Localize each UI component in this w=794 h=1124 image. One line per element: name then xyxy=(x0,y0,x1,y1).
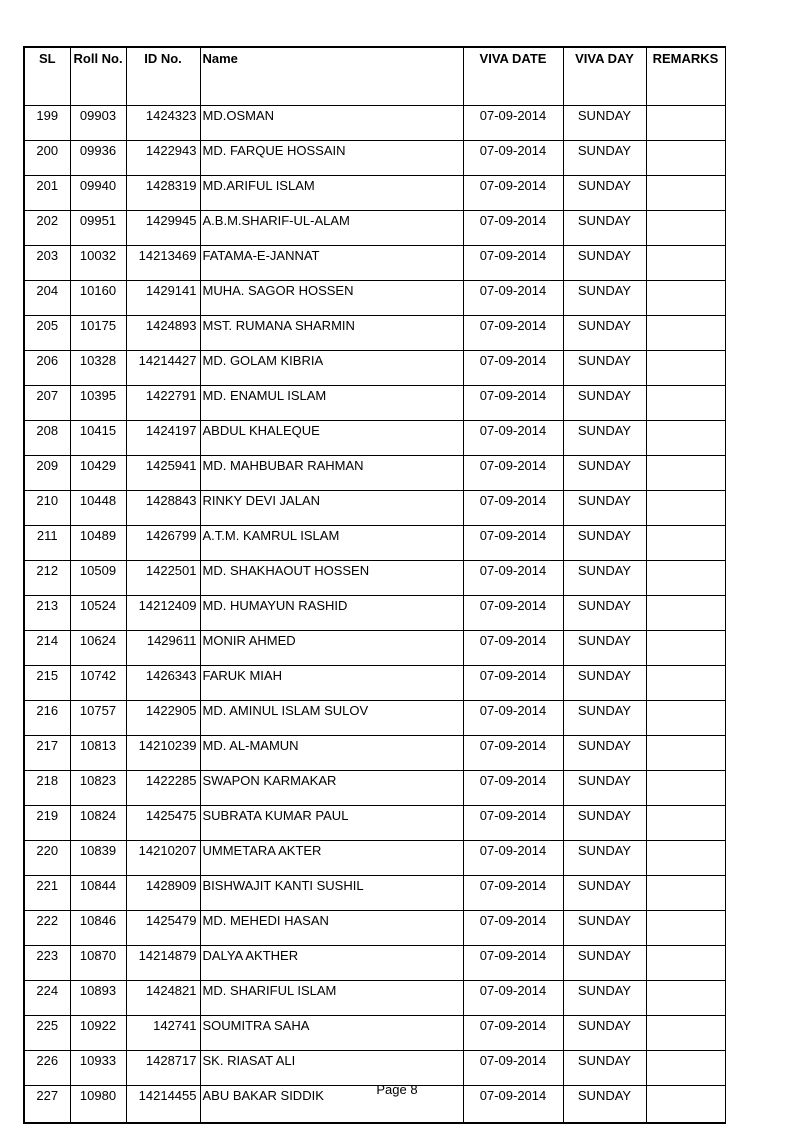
cell-remarks xyxy=(646,421,725,456)
header-sl: SL xyxy=(24,47,70,106)
cell-name: RINKY DEVI JALAN xyxy=(200,491,463,526)
cell-viva-date: 07-09-2014 xyxy=(463,246,563,281)
cell-id-no: 1424323 xyxy=(126,106,200,141)
cell-viva-date: 07-09-2014 xyxy=(463,876,563,911)
cell-viva-day: SUNDAY xyxy=(563,246,646,281)
cell-sl: 219 xyxy=(24,806,70,841)
cell-viva-day: SUNDAY xyxy=(563,841,646,876)
cell-viva-date: 07-09-2014 xyxy=(463,281,563,316)
cell-name: UMMETARA AKTER xyxy=(200,841,463,876)
cell-roll-no: 10328 xyxy=(70,351,126,386)
cell-sl: 204 xyxy=(24,281,70,316)
table-row xyxy=(24,561,725,596)
cell-id-no: 1425475 xyxy=(126,806,200,841)
table-row xyxy=(24,281,725,316)
cell-name: MD. ENAMUL ISLAM xyxy=(200,386,463,421)
cell-remarks xyxy=(646,701,725,736)
cell-sl: 215 xyxy=(24,666,70,701)
cell-remarks xyxy=(646,981,725,1016)
cell-remarks xyxy=(646,666,725,701)
cell-roll-no: 10395 xyxy=(70,386,126,421)
cell-viva-day: SUNDAY xyxy=(563,526,646,561)
cell-viva-day: SUNDAY xyxy=(563,806,646,841)
cell-remarks xyxy=(646,176,725,211)
cell-remarks xyxy=(646,631,725,666)
table-row xyxy=(24,386,725,421)
cell-id-no: 1424197 xyxy=(126,421,200,456)
cell-viva-day: SUNDAY xyxy=(563,911,646,946)
table-row xyxy=(24,421,725,456)
cell-viva-day: SUNDAY xyxy=(563,771,646,806)
cell-roll-no: 10160 xyxy=(70,281,126,316)
cell-viva-day: SUNDAY xyxy=(563,981,646,1016)
table-row xyxy=(24,1016,725,1051)
table-row xyxy=(24,596,725,631)
table-row xyxy=(24,946,725,981)
cell-viva-day: SUNDAY xyxy=(563,281,646,316)
cell-viva-day: SUNDAY xyxy=(563,561,646,596)
cell-name: MD. MAHBUBAR RAHMAN xyxy=(200,456,463,491)
cell-viva-date: 07-09-2014 xyxy=(463,911,563,946)
cell-viva-date: 07-09-2014 xyxy=(463,141,563,176)
cell-id-no: 1429141 xyxy=(126,281,200,316)
cell-viva-day: SUNDAY xyxy=(563,631,646,666)
cell-id-no: 14213469 xyxy=(126,246,200,281)
cell-roll-no: 10933 xyxy=(70,1051,126,1086)
cell-name: MUHA. SAGOR HOSSEN xyxy=(200,281,463,316)
cell-viva-date: 07-09-2014 xyxy=(463,526,563,561)
cell-viva-date: 07-09-2014 xyxy=(463,386,563,421)
cell-viva-date: 07-09-2014 xyxy=(463,491,563,526)
cell-id-no: 1425479 xyxy=(126,911,200,946)
cell-roll-no: 10429 xyxy=(70,456,126,491)
cell-sl: 218 xyxy=(24,771,70,806)
cell-name: BISHWAJIT KANTI SUSHIL xyxy=(200,876,463,911)
cell-viva-day: SUNDAY xyxy=(563,1016,646,1051)
cell-remarks xyxy=(646,736,725,771)
cell-roll-no: 10524 xyxy=(70,596,126,631)
table-row xyxy=(24,106,725,141)
cell-roll-no: 10742 xyxy=(70,666,126,701)
cell-remarks xyxy=(646,351,725,386)
cell-sl: 220 xyxy=(24,841,70,876)
header-name: Name xyxy=(200,47,463,106)
cell-name: A.T.M. KAMRUL ISLAM xyxy=(200,526,463,561)
cell-name: SUBRATA KUMAR PAUL xyxy=(200,806,463,841)
table-row xyxy=(24,246,725,281)
cell-name: MD. GOLAM KIBRIA xyxy=(200,351,463,386)
cell-roll-no: 10893 xyxy=(70,981,126,1016)
cell-remarks xyxy=(646,771,725,806)
cell-name: MD.OSMAN xyxy=(200,106,463,141)
cell-viva-date: 07-09-2014 xyxy=(463,351,563,386)
table-row xyxy=(24,841,725,876)
cell-viva-day: SUNDAY xyxy=(563,211,646,246)
cell-viva-day: SUNDAY xyxy=(563,141,646,176)
cell-id-no: 1422943 xyxy=(126,141,200,176)
cell-name: ABDUL KHALEQUE xyxy=(200,421,463,456)
cell-viva-day: SUNDAY xyxy=(563,491,646,526)
cell-viva-date: 07-09-2014 xyxy=(463,771,563,806)
cell-viva-day: SUNDAY xyxy=(563,1051,646,1086)
cell-viva-date: 07-09-2014 xyxy=(463,316,563,351)
cell-name: MD. AL-MAMUN xyxy=(200,736,463,771)
cell-viva-day: SUNDAY xyxy=(563,421,646,456)
table-body xyxy=(24,106,725,1124)
table-row xyxy=(24,806,725,841)
table-row xyxy=(24,211,725,246)
table-row xyxy=(24,526,725,561)
cell-id-no: 1428909 xyxy=(126,876,200,911)
cell-id-no: 1428843 xyxy=(126,491,200,526)
cell-roll-no: 10489 xyxy=(70,526,126,561)
table-row xyxy=(24,1051,725,1086)
cell-roll-no: 10813 xyxy=(70,736,126,771)
cell-sl: 217 xyxy=(24,736,70,771)
cell-roll-no: 10757 xyxy=(70,701,126,736)
table-header xyxy=(24,47,725,106)
cell-id-no: 14214455 xyxy=(126,1086,200,1124)
cell-roll-no: 10415 xyxy=(70,421,126,456)
cell-sl: 216 xyxy=(24,701,70,736)
page-number: Page 8 xyxy=(376,1082,418,1097)
cell-name: MD. AMINUL ISLAM SULOV xyxy=(200,701,463,736)
cell-sl: 225 xyxy=(24,1016,70,1051)
cell-id-no: 1422501 xyxy=(126,561,200,596)
cell-remarks xyxy=(646,876,725,911)
cell-name: FARUK MIAH xyxy=(200,666,463,701)
cell-viva-day: SUNDAY xyxy=(563,1086,646,1124)
cell-sl: 223 xyxy=(24,946,70,981)
cell-viva-day: SUNDAY xyxy=(563,456,646,491)
cell-sl: 222 xyxy=(24,911,70,946)
cell-roll-no: 09936 xyxy=(70,141,126,176)
cell-name: DALYA AKTHER xyxy=(200,946,463,981)
table-row xyxy=(24,911,725,946)
cell-viva-day: SUNDAY xyxy=(563,106,646,141)
table-row xyxy=(24,876,725,911)
cell-sl: 207 xyxy=(24,386,70,421)
cell-viva-day: SUNDAY xyxy=(563,736,646,771)
cell-id-no: 14214879 xyxy=(126,946,200,981)
cell-viva-date: 07-09-2014 xyxy=(463,106,563,141)
cell-sl: 210 xyxy=(24,491,70,526)
cell-id-no: 1425941 xyxy=(126,456,200,491)
cell-roll-no: 10509 xyxy=(70,561,126,596)
cell-name: MD. SHAKHAOUT HOSSEN xyxy=(200,561,463,596)
cell-name: MD. SHARIFUL ISLAM xyxy=(200,981,463,1016)
cell-id-no: 1428319 xyxy=(126,176,200,211)
cell-roll-no: 10032 xyxy=(70,246,126,281)
table-row xyxy=(24,771,725,806)
cell-viva-date: 07-09-2014 xyxy=(463,211,563,246)
cell-viva-date: 07-09-2014 xyxy=(463,981,563,1016)
cell-remarks xyxy=(646,316,725,351)
cell-viva-day: SUNDAY xyxy=(563,351,646,386)
cell-id-no: 1428717 xyxy=(126,1051,200,1086)
cell-roll-no: 10624 xyxy=(70,631,126,666)
table-row xyxy=(24,666,725,701)
cell-id-no: 1429611 xyxy=(126,631,200,666)
table-row xyxy=(24,701,725,736)
cell-name: A.B.M.SHARIF-UL-ALAM xyxy=(200,211,463,246)
cell-viva-date: 07-09-2014 xyxy=(463,841,563,876)
cell-sl: 205 xyxy=(24,316,70,351)
cell-sl: 227 xyxy=(24,1086,70,1124)
cell-remarks xyxy=(646,596,725,631)
cell-name: MD. FARQUE HOSSAIN xyxy=(200,141,463,176)
cell-roll-no: 10824 xyxy=(70,806,126,841)
cell-remarks xyxy=(646,946,725,981)
table-row xyxy=(24,176,725,211)
cell-viva-date: 07-09-2014 xyxy=(463,421,563,456)
cell-viva-date: 07-09-2014 xyxy=(463,456,563,491)
cell-viva-date: 07-09-2014 xyxy=(463,666,563,701)
cell-id-no: 1429945 xyxy=(126,211,200,246)
cell-name: MONIR AHMED xyxy=(200,631,463,666)
cell-sl: 201 xyxy=(24,176,70,211)
cell-viva-date: 07-09-2014 xyxy=(463,561,563,596)
cell-roll-no: 10839 xyxy=(70,841,126,876)
cell-viva-day: SUNDAY xyxy=(563,666,646,701)
table-row xyxy=(24,316,725,351)
cell-sl: 202 xyxy=(24,211,70,246)
cell-roll-no: 10844 xyxy=(70,876,126,911)
cell-remarks xyxy=(646,246,725,281)
cell-viva-day: SUNDAY xyxy=(563,596,646,631)
cell-remarks xyxy=(646,141,725,176)
cell-viva-date: 07-09-2014 xyxy=(463,1016,563,1051)
cell-remarks xyxy=(646,456,725,491)
cell-viva-day: SUNDAY xyxy=(563,316,646,351)
cell-name: SOUMITRA SAHA xyxy=(200,1016,463,1051)
cell-name: SWAPON KARMAKAR xyxy=(200,771,463,806)
cell-roll-no: 10175 xyxy=(70,316,126,351)
cell-viva-date: 07-09-2014 xyxy=(463,701,563,736)
cell-sl: 203 xyxy=(24,246,70,281)
cell-sl: 206 xyxy=(24,351,70,386)
viva-schedule-table xyxy=(23,46,726,1124)
cell-viva-day: SUNDAY xyxy=(563,701,646,736)
cell-id-no: 14212409 xyxy=(126,596,200,631)
cell-roll-no: 09951 xyxy=(70,211,126,246)
cell-id-no: 1422285 xyxy=(126,771,200,806)
cell-roll-no: 10823 xyxy=(70,771,126,806)
table-row xyxy=(24,631,725,666)
cell-id-no: 14210207 xyxy=(126,841,200,876)
cell-viva-date: 07-09-2014 xyxy=(463,596,563,631)
cell-roll-no: 09940 xyxy=(70,176,126,211)
cell-remarks xyxy=(646,526,725,561)
cell-viva-date: 07-09-2014 xyxy=(463,946,563,981)
cell-roll-no: 10980 xyxy=(70,1086,126,1124)
cell-viva-date: 07-09-2014 xyxy=(463,806,563,841)
table-row xyxy=(24,491,725,526)
table-row xyxy=(24,456,725,491)
cell-remarks xyxy=(646,211,725,246)
cell-name: MST. RUMANA SHARMIN xyxy=(200,316,463,351)
cell-sl: 208 xyxy=(24,421,70,456)
cell-viva-date: 07-09-2014 xyxy=(463,1051,563,1086)
cell-name: SK. RIASAT ALI xyxy=(200,1051,463,1086)
cell-viva-day: SUNDAY xyxy=(563,946,646,981)
cell-sl: 209 xyxy=(24,456,70,491)
header-id-no: ID No. xyxy=(126,47,200,106)
cell-viva-date: 07-09-2014 xyxy=(463,1086,563,1124)
cell-sl: 200 xyxy=(24,141,70,176)
cell-remarks xyxy=(646,1051,725,1086)
cell-name: MD. MEHEDI HASAN xyxy=(200,911,463,946)
cell-roll-no: 10922 xyxy=(70,1016,126,1051)
cell-remarks xyxy=(646,281,725,316)
cell-name: ABU BAKAR SIDDIK xyxy=(200,1086,463,1124)
cell-remarks xyxy=(646,386,725,421)
cell-sl: 224 xyxy=(24,981,70,1016)
cell-sl: 211 xyxy=(24,526,70,561)
cell-remarks xyxy=(646,806,725,841)
cell-sl: 214 xyxy=(24,631,70,666)
header-remarks: REMARKS xyxy=(646,47,725,106)
cell-remarks xyxy=(646,106,725,141)
cell-id-no: 1424893 xyxy=(126,316,200,351)
cell-sl: 199 xyxy=(24,106,70,141)
cell-id-no: 1426799 xyxy=(126,526,200,561)
cell-name: MD.ARIFUL ISLAM xyxy=(200,176,463,211)
cell-sl: 226 xyxy=(24,1051,70,1086)
table-row xyxy=(24,736,725,771)
cell-roll-no: 10846 xyxy=(70,911,126,946)
cell-id-no: 14210239 xyxy=(126,736,200,771)
cell-viva-date: 07-09-2014 xyxy=(463,176,563,211)
cell-id-no: 142741 xyxy=(126,1016,200,1051)
cell-sl: 221 xyxy=(24,876,70,911)
cell-viva-day: SUNDAY xyxy=(563,876,646,911)
cell-viva-day: SUNDAY xyxy=(563,176,646,211)
cell-roll-no: 09903 xyxy=(70,106,126,141)
header-row xyxy=(24,47,725,106)
cell-remarks xyxy=(646,1016,725,1051)
cell-remarks xyxy=(646,561,725,596)
table-row xyxy=(24,981,725,1016)
cell-viva-date: 07-09-2014 xyxy=(463,736,563,771)
header-roll-no: Roll No. xyxy=(70,47,126,106)
cell-roll-no: 10870 xyxy=(70,946,126,981)
cell-id-no: 1424821 xyxy=(126,981,200,1016)
cell-id-no: 1426343 xyxy=(126,666,200,701)
cell-viva-date: 07-09-2014 xyxy=(463,631,563,666)
header-viva-day: VIVA DAY xyxy=(563,47,646,106)
cell-viva-day: SUNDAY xyxy=(563,386,646,421)
cell-remarks xyxy=(646,841,725,876)
cell-sl: 213 xyxy=(24,596,70,631)
cell-remarks xyxy=(646,911,725,946)
cell-id-no: 1422905 xyxy=(126,701,200,736)
table-row xyxy=(24,141,725,176)
cell-id-no: 1422791 xyxy=(126,386,200,421)
cell-roll-no: 10448 xyxy=(70,491,126,526)
cell-name: MD. HUMAYUN RASHID xyxy=(200,596,463,631)
cell-id-no: 14214427 xyxy=(126,351,200,386)
header-viva-date: VIVA DATE xyxy=(463,47,563,106)
cell-name: FATAMA-E-JANNAT xyxy=(200,246,463,281)
table-row xyxy=(24,351,725,386)
cell-remarks xyxy=(646,491,725,526)
cell-sl: 212 xyxy=(24,561,70,596)
